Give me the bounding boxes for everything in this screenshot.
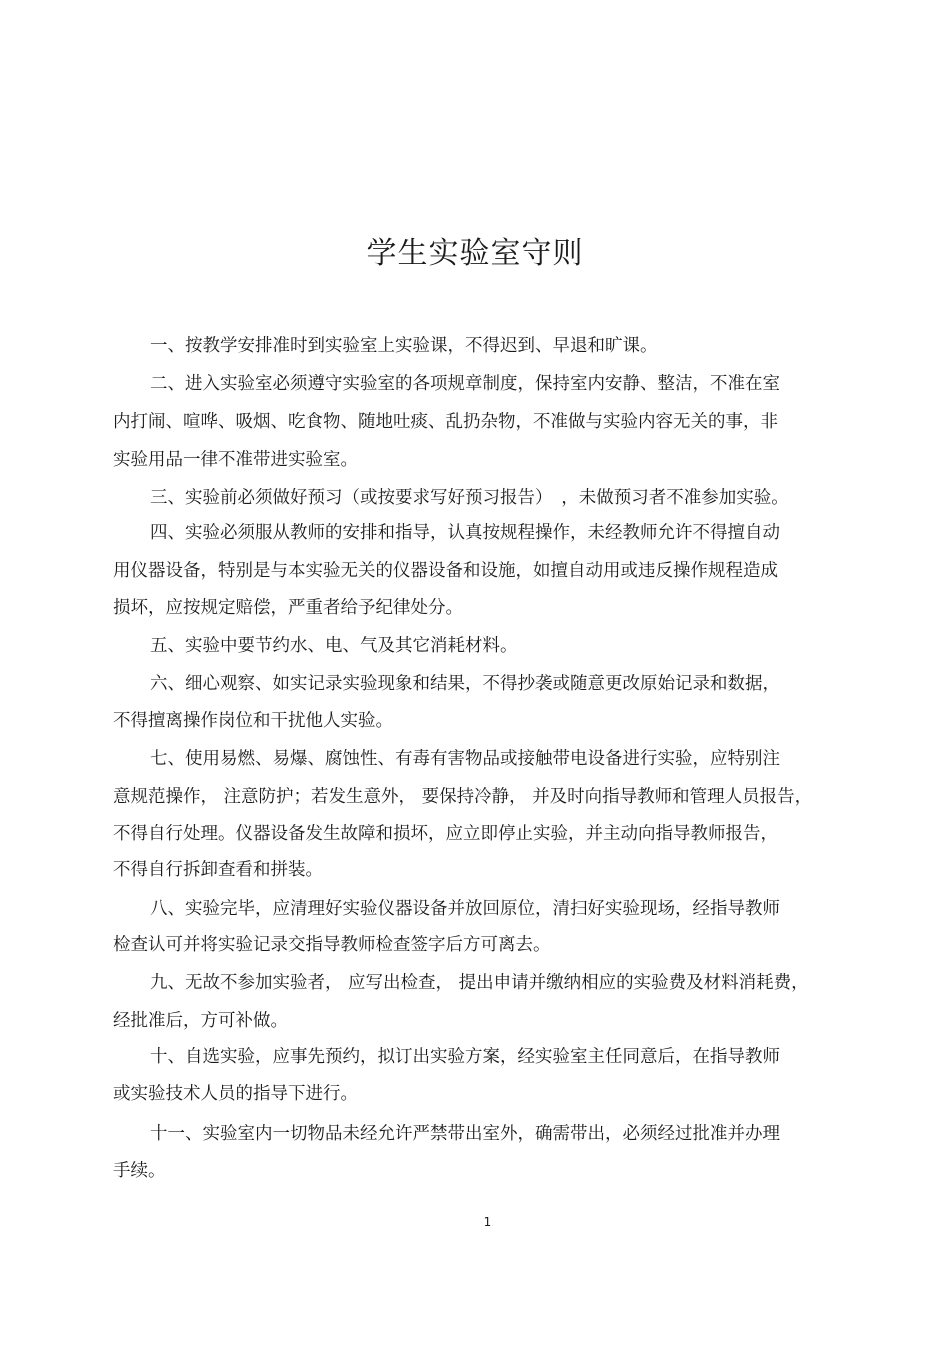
rule-11-line-2: 手续。	[113, 1161, 166, 1181]
rule-2-line-1: 二、进入实验室必须遵守实验室的各项规章制度，保持室内安静、整洁，不准在室	[150, 374, 780, 394]
rule-6-line-2: 不得擅离操作岗位和干扰他人实验。	[113, 711, 393, 731]
rule-9-line-1: 九、无故不参加实验者， 应写出检查， 提出申请并缴纳相应的实验费及材料消耗费，	[150, 973, 809, 993]
rule-7-line-2: 意规范操作， 注意防护；若发生意外， 要保持冷静， 并及时向指导教师和管理人员报告，	[113, 787, 813, 807]
rule-6-line-1: 六、细心观察、如实记录实验现象和结果，不得抄袭或随意更改原始记录和数据，	[150, 674, 780, 694]
rule-2-line-3: 实验用品一律不准带进实验室。	[113, 450, 358, 470]
rule-10-line-2: 或实验技术人员的指导下进行。	[113, 1084, 358, 1104]
rule-8-line-2: 检查认可并将实验记录交指导教师检查签字后方可离去。	[113, 935, 551, 955]
rule-1-line-1: 一、按教学安排准时到实验室上实验课，不得迟到、早退和旷课。	[150, 336, 658, 356]
page-number: 1	[483, 1215, 492, 1229]
rule-4-line-2: 用仪器设备，特别是与本实验无关的仪器设备和设施，如擅自动用或违反操作规程造成	[113, 561, 778, 581]
rule-9-line-2: 经批准后，方可补做。	[113, 1011, 288, 1031]
rule-11-line-1: 十一、实验室内一切物品未经允许严禁带出室外，确需带出，必须经过批准并办理	[150, 1124, 780, 1144]
rule-5-line-1: 五、实验中要节约水、电、气及其它消耗材料。	[150, 636, 518, 656]
rule-7-line-4: 不得自行拆卸查看和拼装。	[113, 860, 323, 880]
rule-7-line-1: 七、使用易燃、易爆、腐蚀性、有毒有害物品或接触带电设备进行实验，应特别注	[150, 749, 780, 769]
rule-3-line-1: 三、实验前必须做好预习（或按要求写好预习报告） ，未做预习者不准参加实验。	[150, 488, 789, 508]
rule-7-line-3: 不得自行处理。仪器设备发生故障和损坏，应立即停止实验，并主动向指导教师报告，	[113, 824, 778, 844]
rule-2-line-2: 内打闹、喧哗、吸烟、吃食物、随地吐痰、乱扔杂物，不准做与实验内容无关的事，非	[113, 412, 778, 432]
rule-10-line-1: 十、自选实验，应事先预约，拟订出实验方案，经实验室主任同意后，在指导教师	[150, 1047, 780, 1067]
page-title: 学生实验室守则	[366, 236, 584, 271]
rule-4-line-1: 四、实验必须服从教师的安排和指导，认真按规程操作，未经教师允许不得擅自动	[150, 523, 780, 543]
rule-4-line-3: 损坏，应按规定赔偿，严重者给予纪律处分。	[113, 598, 463, 618]
rule-8-line-1: 八、实验完毕，应清理好实验仪器设备并放回原位，清扫好实验现场，经指导教师	[150, 899, 780, 919]
